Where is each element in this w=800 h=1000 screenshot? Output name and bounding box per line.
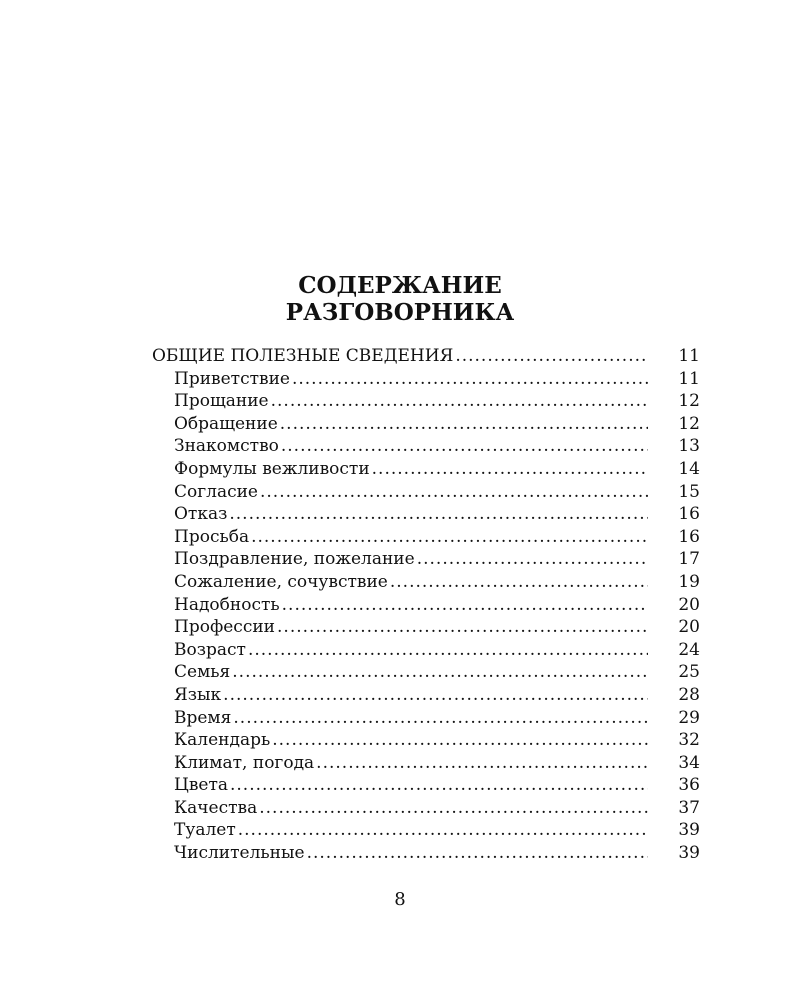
toc-entry [152,548,700,571]
toc-entry-page: 17 [678,549,700,570]
toc-entry-label: Цвета [174,775,228,796]
toc-entry-page: 34 [678,752,700,773]
toc-dot-leader [251,526,648,549]
toc-entry-page: 13 [678,436,700,457]
page-title [0,272,800,326]
page-number: 8 [394,889,406,910]
toc-entry-page: 39 [678,820,700,841]
toc-entry-label: ОБЩИЕ ПОЛЕЗНЫЕ СВЕДЕНИЯ [152,346,454,366]
toc-entry-label: Язык [174,684,222,705]
toc-entry [152,752,700,775]
toc-entry-page: 12 [678,391,700,412]
toc-entry [152,435,700,458]
toc-entry-page: 11 [678,346,700,366]
toc-entry [152,616,700,639]
toc-entry-page: 24 [678,639,700,660]
toc-entry-label: Профессии [174,617,276,638]
toc-dot-leader [316,752,648,775]
toc-entry [152,774,700,797]
toc-dot-leader [232,661,648,684]
toc-entry-page: 25 [678,662,700,683]
toc-dot-leader [372,458,648,481]
toc-section-entry [152,345,700,368]
toc-entry-page: 32 [678,730,700,751]
toc-dot-leader [390,571,648,594]
toc-entry-label: Надобность [174,594,280,615]
toc-dot-leader [455,345,648,368]
toc-entry-page: 12 [678,413,700,434]
title-line-1: СОДЕРЖАНИЕ [298,272,502,299]
toc-entry-label: Календарь [174,730,271,751]
toc-entry [152,481,700,504]
toc-entry-label: Числительные [174,843,305,864]
toc-entry [152,571,700,594]
toc-entry-page: 20 [678,617,700,638]
toc-entry [152,526,700,549]
toc-entry-label: Сожаление, сочувствие [174,571,388,592]
toc-entry-label: Отказ [174,504,228,525]
toc-dot-leader [272,729,648,752]
toc-entry-page: 16 [678,526,700,547]
toc-dot-leader [248,639,648,662]
toc-entry-label: Приветствие [174,368,290,389]
toc-dot-leader [280,413,648,436]
toc-entry [152,413,700,436]
toc-entry-page: 11 [678,368,700,389]
toc-entry [152,594,700,617]
toc-entry-label: Время [174,707,232,728]
toc-dot-leader [238,819,648,842]
toc-entry [152,842,700,865]
toc-entry [152,729,700,752]
toc-dot-leader [229,503,648,526]
toc-dot-leader [292,368,648,391]
toc-entry [152,368,700,391]
toc-dot-leader [281,435,648,458]
toc-entry [152,797,700,820]
toc-entry-page: 29 [678,707,700,728]
toc-dot-leader [230,774,648,797]
toc-dot-leader [307,842,648,865]
toc-entry-label: Семья [174,662,231,683]
title-line-2: РАЗГОВОРНИКА [285,299,515,326]
toc-entry-label: Качества [174,797,258,818]
toc-entry-page: 15 [678,481,700,502]
toc-entry [152,503,700,526]
table-of-contents [152,345,700,865]
toc-entry [152,684,700,707]
toc-dot-leader [259,797,648,820]
toc-entry-page: 16 [678,504,700,525]
toc-dot-leader [271,390,648,413]
toc-entry [152,707,700,730]
toc-entry [152,639,700,662]
toc-entry-page: 36 [678,775,700,796]
toc-entry-label: Знакомство [174,436,279,457]
toc-entry-label: Формулы вежливости [174,458,370,479]
toc-entry-page: 37 [678,797,700,818]
toc-entry [152,661,700,684]
toc-dot-leader [282,594,648,617]
toc-entry-page: 19 [678,571,700,592]
toc-entry-label: Прощание [174,391,269,412]
toc-entry-label: Согласие [174,481,258,502]
toc-entry-page: 20 [678,594,700,615]
toc-entry-page: 39 [678,843,700,864]
toc-dot-leader [223,684,648,707]
toc-entry-label: Климат, погода [174,752,315,773]
toc-entry-page: 14 [678,458,700,479]
toc-dot-leader [277,616,648,639]
toc-entry [152,390,700,413]
toc-entry-label: Обращение [174,413,278,434]
toc-entry-label: Просьба [174,526,250,547]
toc-entry-label: Туалет [174,820,236,841]
toc-entry [152,819,700,842]
toc-entry [152,458,700,481]
toc-entry-page: 28 [678,684,700,705]
toc-entry-label: Возраст [174,639,246,660]
toc-entry-label: Поздравление, пожелание [174,549,415,570]
toc-dot-leader [417,548,648,571]
toc-dot-leader [260,481,648,504]
toc-dot-leader [233,707,648,730]
